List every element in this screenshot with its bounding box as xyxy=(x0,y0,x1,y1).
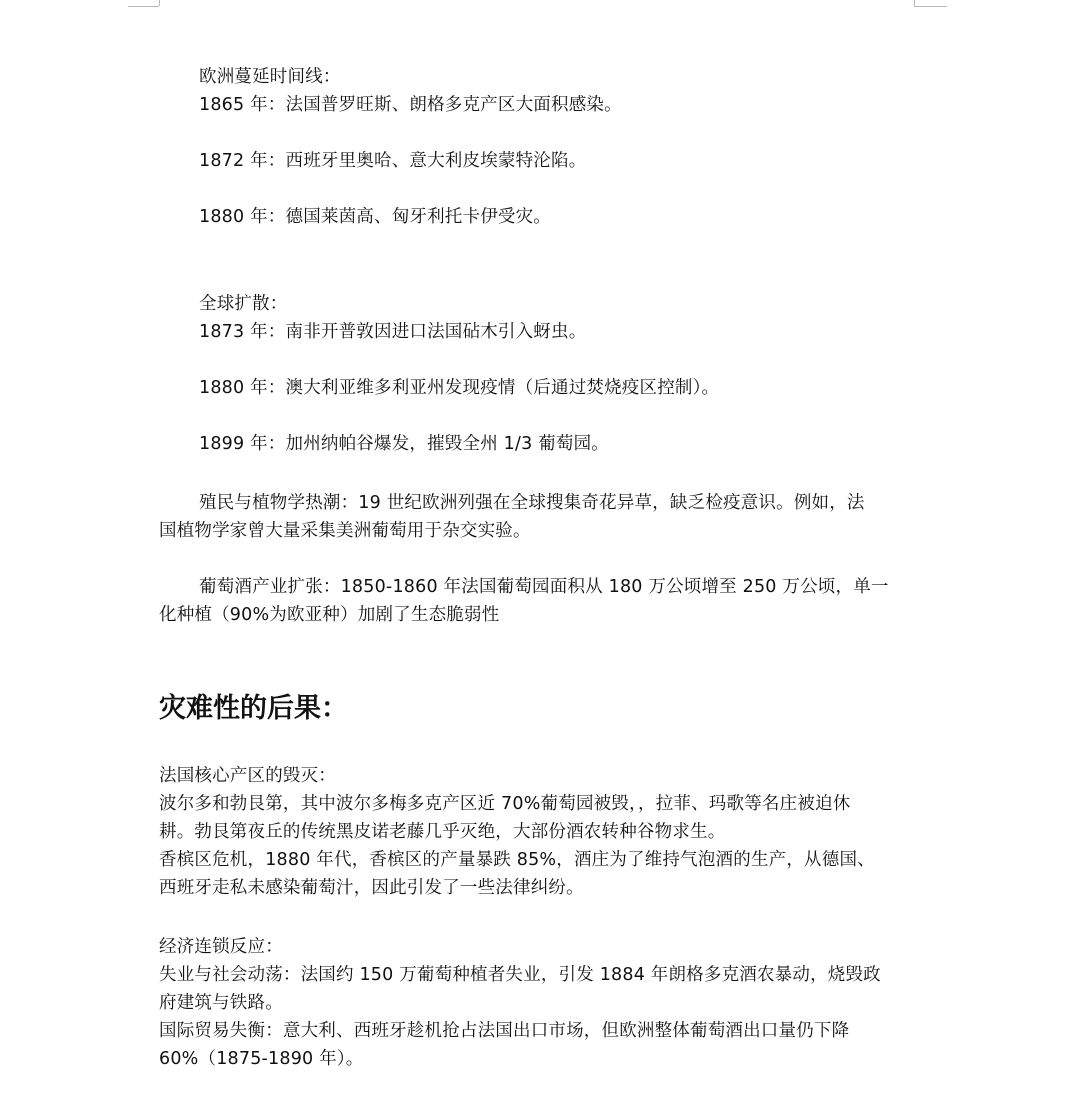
document-page xyxy=(159,0,919,1110)
europe-item: 1865 年：法国普罗旺斯、朗格多克产区大面积感染。 xyxy=(199,95,622,115)
industry-paragraph-line: 葡萄酒产业扩张：1850-1860 年法国葡萄园面积从 180 万公顷增至 250 万公顷，单一 xyxy=(199,577,889,597)
core-region-line: 耕。勃艮第夜丘的传统黑皮诺老藤几乎灭绝，大部份酒农转种谷物求生。 xyxy=(159,822,726,842)
economy-line: 府建筑与铁路。 xyxy=(159,993,283,1013)
europe-item: 1872 年：西班牙里奥哈、意大利皮埃蒙特沦陷。 xyxy=(199,151,587,171)
core-region-line: 波尔多和勃艮第，其中波尔多梅多克产区近 70%葡萄园被毁，，拉菲、玛歌等名庄被迫休 xyxy=(159,794,851,814)
europe-timeline-title: 欧洲蔓延时间线： xyxy=(199,67,341,87)
economy-line: 失业与社会动荡：法国约 150 万葡萄种植者失业，引发 1884 年朗格多克酒农暴动，烧毁政 xyxy=(159,965,881,985)
industry-paragraph-line: 化种植（90%为欧亚种）加剧了生态脆弱性 xyxy=(159,605,500,625)
global-item: 1873 年：南非开普敦因进口法国砧木引入蚜虫。 xyxy=(199,322,587,342)
global-item: 1880 年：澳大利亚维多利亚州发现疫情（后通过焚烧疫区控制）。 xyxy=(199,378,720,398)
core-region-line: 西班牙走私未感染葡萄汁，因此引发了一些法律纠纷。 xyxy=(159,878,584,898)
economy-line: 60%（1875-1890 年）。 xyxy=(159,1049,364,1069)
europe-item: 1880 年：德国莱茵高、匈牙利托卡伊受灾。 xyxy=(199,207,551,227)
core-region-line: 香槟区危机，1880 年代，香槟区的产量暴跌 85%，酒庄为了维持气泡酒的生产，从德国、 xyxy=(159,850,875,870)
colonial-paragraph-line: 殖民与植物学热潮：19 世纪欧洲列强在全球搜集奇花异草，缺乏检疫意识。例如，法 xyxy=(199,493,865,513)
core-region-title: 法国核心产区的毁灭： xyxy=(159,766,336,786)
section-heading: 灾难性的后果： xyxy=(159,693,348,724)
colonial-paragraph-line: 国植物学家曾大量采集美洲葡萄用于杂交实验。 xyxy=(159,521,531,541)
economy-title: 经济连锁反应： xyxy=(159,937,283,957)
global-spread-title: 全球扩散： xyxy=(199,294,288,314)
crop-mark-top-left xyxy=(128,6,159,7)
economy-line: 国际贸易失衡：意大利、西班牙趁机抢占法国出口市场，但欧洲整体葡萄酒出口量仍下降 xyxy=(159,1021,850,1041)
global-item: 1899 年：加州纳帕谷爆发，摧毁全州 1/3 葡萄园。 xyxy=(199,434,609,454)
